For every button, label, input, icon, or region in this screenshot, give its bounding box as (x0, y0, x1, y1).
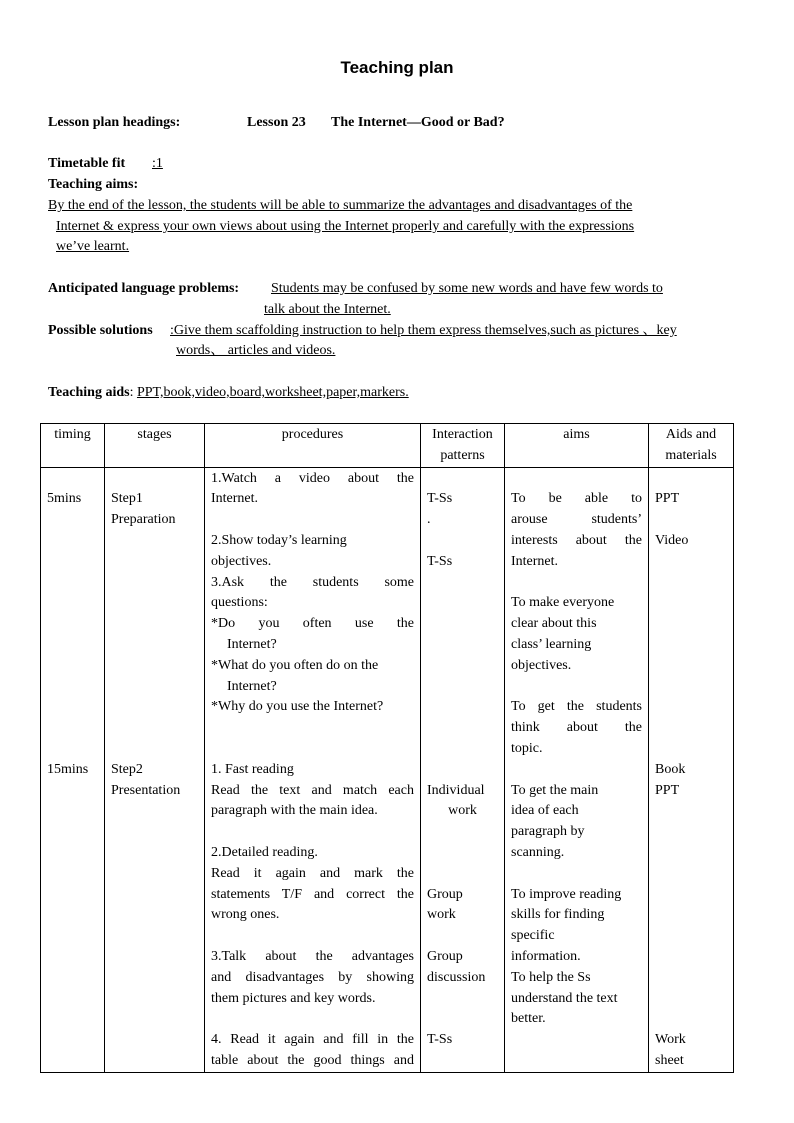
procedure-text: questions: (211, 595, 268, 611)
aim-text: class’ learning (511, 636, 592, 652)
procedure-text: 1.Watch a video about the (211, 470, 414, 486)
header-stages: stages (105, 424, 205, 468)
timing-step1: 5mins (47, 491, 82, 507)
aim-text: specific (511, 928, 555, 944)
aim-text: To get the students (511, 699, 642, 715)
stages-cell (105, 467, 205, 1072)
stage2-name: Step2 (111, 761, 143, 777)
aim-text: objectives. (511, 657, 572, 673)
procedure-text: and disadvantages by showing (211, 969, 414, 985)
interaction-text: T-Ss (427, 1032, 453, 1048)
header-aims: aims (505, 424, 649, 468)
procedure-text: 2.Detailed reading. (211, 844, 318, 860)
lesson-topic: The Internet—Good or Bad? (331, 115, 505, 130)
aids-label: Teaching aids (48, 385, 130, 400)
aim-text: topic. (511, 740, 543, 756)
aid-text: PPT (655, 782, 680, 798)
aims-line-3: we’ve learnt. (56, 239, 130, 254)
aim-text: arouse students’ (511, 512, 642, 528)
aim-text: paragraph by (511, 824, 585, 840)
aim-text: scanning. (511, 844, 565, 860)
header-procedures: procedures (205, 424, 421, 468)
aim-text: better. (511, 1011, 546, 1027)
procedure-text: Internet? (227, 636, 277, 652)
timing-cell (41, 467, 105, 1072)
procedure-text: them pictures and key words. (211, 990, 376, 1006)
procedure-text: Internet? (227, 678, 277, 694)
headings-line (48, 112, 505, 133)
procedure-text: 2.Show today’s learning (211, 532, 347, 548)
interaction-dot: . (427, 512, 431, 528)
aid-text: PPT (655, 491, 680, 507)
aim-text: information. (511, 948, 581, 964)
table-row (41, 467, 734, 1072)
procedure-text: Read it again and mark the (211, 865, 414, 881)
procedure-text: statements T/F and correct the (211, 886, 414, 902)
aim-text: think about the (511, 720, 642, 736)
interaction-cell (421, 467, 505, 1072)
procedure-text: paragraph with the main idea. (211, 803, 378, 819)
interaction-text: Group (427, 948, 463, 964)
procedure-table (40, 423, 734, 1073)
header-aids: Aids and materials (649, 424, 734, 468)
header-timing: timing (41, 424, 105, 468)
procedure-text: *Do you often use the (211, 616, 414, 632)
aid-text: Work (655, 1032, 686, 1048)
aid-text: Book (655, 761, 686, 777)
problems-line-1 (48, 278, 663, 299)
interaction-text: discussion (427, 969, 486, 985)
procedure-text: *What do you often do on the (211, 657, 379, 673)
procedure-text: Read the text and match each (211, 782, 414, 798)
timing-step2: 15mins (47, 761, 89, 777)
aim-text: skills for finding (511, 907, 605, 923)
procedure-text: 1. Fast reading (211, 761, 294, 777)
interaction-text: T-Ss (427, 553, 453, 569)
problems-text-2: talk about the Internet. (264, 302, 391, 317)
stage2-label: Presentation (111, 782, 181, 798)
aids-value: PPT,book,video,board,worksheet,paper,markers. (136, 385, 409, 400)
aim-text: understand the text (511, 990, 618, 1006)
table-header-row (41, 424, 734, 468)
aim-text: To be able to (511, 491, 642, 507)
aim-text: To make everyone (511, 595, 615, 611)
aim-text: idea of each (511, 803, 579, 819)
aim-text: clear about this (511, 616, 597, 632)
aid-text: sheet (655, 1052, 684, 1068)
lesson-number: Lesson 23 (247, 115, 306, 130)
interaction-text: work (448, 803, 477, 819)
timetable-label: Timetable fit (48, 156, 126, 171)
stage1-label: Preparation (111, 512, 176, 528)
timetable-line (48, 153, 163, 174)
aim-text: interests about the (511, 532, 642, 548)
procedure-text: Internet. (211, 491, 259, 507)
aim-text: To help the Ss (511, 969, 591, 985)
procedure-text: 4. Read it again and fill in the (211, 1032, 414, 1048)
procedure-text: *Why do you use the Internet? (211, 699, 384, 715)
solutions-text-2: words、 articles and videos. (176, 343, 336, 358)
interaction-text: Group (427, 886, 463, 902)
aid-text: Video (655, 532, 689, 548)
problems-text-1: Students may be confused by some new words and have few words to (271, 281, 663, 296)
stage1-name: Step1 (111, 491, 143, 507)
interaction-text: work (427, 907, 456, 923)
timetable-value: :1 (152, 156, 163, 171)
procedure-text: 3.Ask the students some (211, 574, 414, 590)
solutions-label: Possible solutions (48, 323, 153, 338)
aim-text: To improve reading (511, 886, 622, 902)
problems-label: Anticipated language problems: (48, 281, 240, 296)
aims-cell (505, 467, 649, 1072)
aims-label: Teaching aims: (48, 177, 139, 192)
aims-line-2: Internet & express your own views about using the Internet properly and carefully with the expressions (56, 219, 635, 234)
solutions-line-1 (48, 320, 677, 341)
aims-line-1: By the end of the lesson, the students will be able to summarize the advantages and disadvantages of the (48, 198, 633, 213)
interaction-text: Individual (427, 782, 485, 798)
header-interaction: Interaction patterns (421, 424, 505, 468)
procedure-text: table about the good things and (211, 1052, 414, 1068)
aids-cell (649, 467, 734, 1072)
procedures-cell (205, 467, 421, 1072)
page-title: Teaching plan (340, 58, 454, 77)
procedure-text: objectives. (211, 553, 272, 569)
headings-label: Lesson plan headings: (48, 115, 181, 130)
procedure-text: 3.Talk about the advantages (211, 948, 414, 964)
aim-text: To get the main (511, 782, 599, 798)
aids-line: Teaching aids: PPT,book,video,board,worksheet,paper,markers. (48, 385, 409, 400)
procedure-text: wrong ones. (211, 907, 280, 923)
aim-text: Internet. (511, 553, 559, 569)
interaction-text: T-Ss (427, 491, 453, 507)
solutions-text-1: :Give them scaffolding instruction to help them express themselves,such as pictures 、key (170, 323, 677, 338)
